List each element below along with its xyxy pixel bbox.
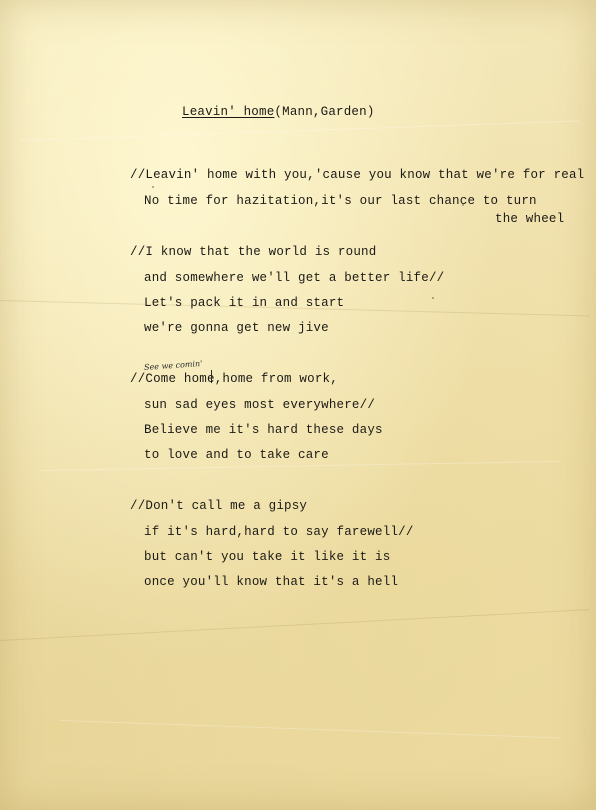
lyric-line: //Come home,home from work, — [130, 372, 338, 386]
lyric-line: //I know that the world is round — [130, 245, 377, 259]
song-title — [182, 106, 375, 119]
paper-crease — [40, 461, 560, 471]
paper-crease — [20, 120, 580, 141]
lyric-line: we're gonna get new jive — [144, 321, 329, 335]
song-title-text: Leavin' home — [182, 105, 275, 119]
song-authors: (Mann,Garden) — [274, 105, 375, 119]
lyric-line: the wheel — [495, 212, 565, 226]
lyric-line: but can't you take it like it is — [144, 550, 391, 564]
lyric-line: //Leavin' home with you,'cause you know that we're for real — [130, 168, 585, 182]
lyric-line: to love and to take care — [144, 448, 329, 462]
handwritten-note: See we comin' — [143, 358, 203, 373]
lyric-line: No time for hazitation,it's our last chance to turn — [144, 194, 537, 208]
lyric-line: Believe me it's hard these days — [144, 423, 383, 437]
lyric-line: once you'll know that it's a hell — [144, 575, 399, 589]
lyric-line: if it's hard,hard to say farewell// — [144, 525, 414, 539]
paper-crease — [0, 609, 589, 641]
lyric-line: //Don't call me a gipsy — [130, 499, 308, 513]
paper-crease — [60, 720, 560, 738]
paper-speck — [432, 297, 434, 299]
paper-speck — [152, 186, 154, 188]
lyric-line: Let's pack it in and start — [144, 296, 345, 310]
lyric-line: and somewhere we'll get a better life// — [144, 271, 445, 285]
lyric-line: sun sad eyes most everywhere// — [144, 398, 376, 412]
